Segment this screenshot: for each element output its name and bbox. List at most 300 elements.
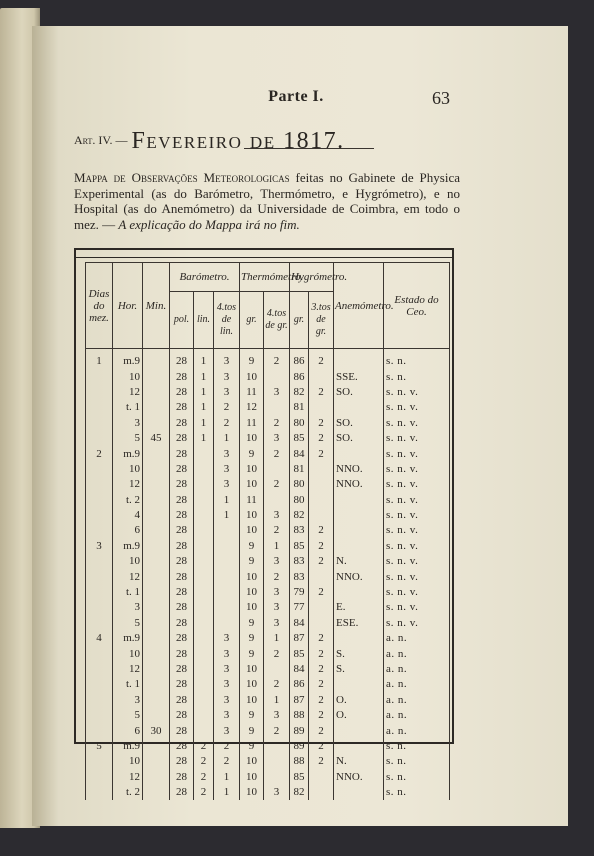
table-row [86,349,450,370]
cell-pol: 28 [170,431,194,446]
cell-lin [194,708,214,723]
cell-hor: 3 [113,600,143,615]
cell-hor: m.9 [113,446,143,461]
cell-th-gr: 10 [240,477,264,492]
cell-bar-quarter: 2 [214,739,240,754]
cell-sky: a. n. [384,693,450,708]
cell-min [143,477,170,492]
cell-hy-gr: 85 [290,646,309,661]
cell-dia [86,723,113,738]
cell-sky: s. n. [384,785,450,800]
cell-hor: 10 [113,462,143,477]
cell-th-quarter: 3 [264,554,290,569]
cell-min: 45 [143,431,170,446]
cell-bar-quarter: 1 [214,785,240,800]
heading-rule [244,148,374,149]
cell-dia [86,523,113,538]
cell-pol: 28 [170,646,194,661]
cell-bar-quarter: 3 [214,677,240,692]
cell-min [143,600,170,615]
cell-hy-third [309,462,334,477]
table-frame [74,248,454,799]
cell-hy-gr: 77 [290,600,309,615]
cell-th-quarter: 3 [264,385,290,400]
cell-min [143,616,170,631]
cell-sky: s. n. v. [384,616,450,631]
cell-pol: 28 [170,349,194,370]
cell-th-gr: 10 [240,585,264,600]
cell-th-quarter: 2 [264,477,290,492]
cell-hor: 12 [113,662,143,677]
header-lin: lin. [194,292,214,349]
cell-dia [86,554,113,569]
cell-lin: 1 [194,349,214,370]
cell-min [143,400,170,415]
cell-th-quarter [264,739,290,754]
cell-lin [194,631,214,646]
cell-hor: 12 [113,569,143,584]
cell-th-quarter: 3 [264,785,290,800]
cell-dia [86,770,113,785]
cell-lin [194,677,214,692]
cell-hor: m.9 [113,539,143,554]
cell-hy-gr: 83 [290,523,309,538]
cell-min [143,693,170,708]
cell-hy-third: 2 [309,523,334,538]
cell-min [143,569,170,584]
cell-pol: 28 [170,569,194,584]
cell-wind: E. [334,600,384,615]
cell-th-gr: 9 [240,708,264,723]
cell-th-quarter [264,400,290,415]
cell-th-gr: 10 [240,508,264,523]
cell-th-gr: 10 [240,693,264,708]
cell-hy-third: 2 [309,631,334,646]
cell-min [143,662,170,677]
cell-wind: SO. [334,416,384,431]
cell-wind [334,349,384,370]
cell-bar-quarter [214,585,240,600]
cell-min [143,770,170,785]
cell-hy-gr: 89 [290,739,309,754]
cell-wind: SO. [334,431,384,446]
header-hor: Hor. [113,263,143,349]
cell-hy-third [309,569,334,584]
cell-bar-quarter: 1 [214,770,240,785]
cell-hy-gr: 79 [290,585,309,600]
cell-th-quarter: 3 [264,431,290,446]
cell-hy-gr: 83 [290,554,309,569]
cell-bar-quarter: 3 [214,446,240,461]
cell-th-quarter: 2 [264,723,290,738]
cell-hy-gr: 82 [290,508,309,523]
cell-wind [334,493,384,508]
cell-lin: 2 [194,785,214,800]
cell-th-quarter: 1 [264,539,290,554]
cell-pol: 28 [170,616,194,631]
cell-th-quarter: 1 [264,693,290,708]
cell-th-gr: 11 [240,416,264,431]
cell-dia [86,385,113,400]
cell-min [143,754,170,769]
cell-dia: 5 [86,739,113,754]
cell-wind: S. [334,646,384,661]
cell-th-quarter: 2 [264,349,290,370]
cell-pol: 28 [170,462,194,477]
cell-bar-quarter [214,569,240,584]
cell-bar-quarter [214,554,240,569]
cell-lin [194,569,214,584]
cell-pol: 28 [170,493,194,508]
cell-dia [86,785,113,800]
cell-hy-gr: 82 [290,385,309,400]
cell-pol: 28 [170,369,194,384]
table-row [86,431,450,446]
cell-pol: 28 [170,739,194,754]
table-row [86,646,450,661]
cell-hy-gr: 86 [290,369,309,384]
cell-lin [194,554,214,569]
table-row [86,770,450,785]
cell-pol: 28 [170,477,194,492]
cell-th-quarter [264,462,290,477]
cell-hor: 10 [113,554,143,569]
cell-dia [86,416,113,431]
cell-th-gr: 9 [240,349,264,370]
cell-bar-quarter: 3 [214,477,240,492]
cell-hor: 4 [113,508,143,523]
cell-min [143,739,170,754]
cell-lin [194,646,214,661]
cell-dia [86,693,113,708]
cell-th-quarter: 2 [264,569,290,584]
cell-sky: s. n. v. [384,385,450,400]
cell-hy-third: 2 [309,739,334,754]
cell-lin: 1 [194,400,214,415]
cell-wind [334,508,384,523]
cell-hy-third: 2 [309,708,334,723]
cell-pol: 28 [170,523,194,538]
header-th-gr: gr. [240,292,264,349]
cell-bar-quarter: 1 [214,431,240,446]
cell-dia [86,369,113,384]
table-caption [74,170,460,232]
cell-bar-quarter: 2 [214,416,240,431]
cell-sky: a. n. [384,723,450,738]
table-row [86,523,450,538]
cell-pol: 28 [170,631,194,646]
cell-th-gr: 10 [240,569,264,584]
cell-wind: NNO. [334,569,384,584]
cell-min [143,462,170,477]
cell-hy-third [309,616,334,631]
cell-min [143,446,170,461]
cell-dia [86,677,113,692]
cell-th-gr: 9 [240,554,264,569]
cell-th-quarter: 3 [264,708,290,723]
cell-sky: a. n. [384,631,450,646]
cell-sky: s. n. v. [384,600,450,615]
cell-sky: a. n. [384,662,450,677]
article-label: Art. IV. — [74,133,128,147]
cell-bar-quarter: 3 [214,349,240,370]
cell-min [143,385,170,400]
cell-sky: s. n. v. [384,569,450,584]
cell-dia [86,585,113,600]
cell-th-gr: 10 [240,785,264,800]
table-row [86,477,450,492]
month-title: Fevereiro de 1817. [131,128,345,154]
cell-hor: t. 2 [113,493,143,508]
cell-th-quarter: 2 [264,646,290,661]
cell-lin: 1 [194,385,214,400]
cell-th-quarter: 3 [264,600,290,615]
cell-sky: a. n. [384,708,450,723]
cell-dia [86,754,113,769]
cell-hy-gr: 85 [290,431,309,446]
cell-hor: 12 [113,770,143,785]
cell-hy-gr: 84 [290,446,309,461]
cell-wind: NNO. [334,477,384,492]
cell-wind [334,631,384,646]
cell-th-gr: 10 [240,662,264,677]
cell-wind [334,677,384,692]
table-row [86,754,450,769]
cell-hy-gr: 84 [290,616,309,631]
cell-hor: t. 1 [113,585,143,600]
cell-bar-quarter [214,600,240,615]
header-hy-gr: gr. [290,292,309,349]
cell-th-quarter: 3 [264,616,290,631]
cell-lin [194,662,214,677]
cell-sky: s. n. [384,770,450,785]
cell-dia [86,708,113,723]
cell-pol: 28 [170,677,194,692]
cell-lin: 1 [194,431,214,446]
header-hy-frac: 3.tos de gr. [309,292,334,349]
cell-hor: 10 [113,754,143,769]
cell-sky: s. n. v. [384,446,450,461]
cell-hy-third: 2 [309,349,334,370]
cell-th-quarter: 2 [264,677,290,692]
cell-wind [334,785,384,800]
cell-lin [194,446,214,461]
cell-hor: 3 [113,693,143,708]
header-thermometro: Thermómetro. [240,263,290,292]
cell-hy-gr: 87 [290,631,309,646]
cell-wind: NNO. [334,462,384,477]
table-row [86,616,450,631]
cell-dia [86,431,113,446]
cell-sky: s. n. [384,369,450,384]
cell-sky: s. n. v. [384,400,450,415]
cell-pol: 28 [170,770,194,785]
cell-th-quarter: 2 [264,416,290,431]
cell-hy-gr: 85 [290,539,309,554]
table-row [86,446,450,461]
cell-pol: 28 [170,416,194,431]
cell-hor: m.9 [113,739,143,754]
cell-hor: 10 [113,369,143,384]
cell-th-gr: 10 [240,462,264,477]
cell-hy-third: 2 [309,539,334,554]
cell-sky: s. n. v. [384,431,450,446]
cell-th-gr: 10 [240,754,264,769]
header-th-frac: 4.tos de gr. [264,292,290,349]
cell-dia [86,462,113,477]
cell-bar-quarter: 1 [214,493,240,508]
cell-min [143,508,170,523]
cell-sky: a. n. [384,677,450,692]
cell-wind: N. [334,754,384,769]
table-row [86,677,450,692]
table-row [86,385,450,400]
cell-th-gr: 10 [240,523,264,538]
cell-dia [86,600,113,615]
header-dias: Dias do mez. [86,263,113,349]
cell-bar-quarter: 3 [214,708,240,723]
cell-th-quarter [264,754,290,769]
cell-lin: 1 [194,416,214,431]
table-row [86,662,450,677]
cell-hy-gr: 82 [290,785,309,800]
header-estado: Estado do Ceo. [384,263,450,349]
cell-lin [194,585,214,600]
cell-dia [86,646,113,661]
cell-hy-third: 2 [309,754,334,769]
header-anemometro: Anemómetro. [334,263,384,349]
cell-dia: 4 [86,631,113,646]
cell-hor: 10 [113,646,143,661]
cell-bar-quarter: 3 [214,462,240,477]
running-head: Parte I. [268,88,324,105]
cell-min [143,708,170,723]
cell-th-gr: 10 [240,770,264,785]
cell-bar-quarter [214,616,240,631]
cell-dia [86,569,113,584]
table-row [86,585,450,600]
cell-hy-third: 2 [309,693,334,708]
table-row [86,508,450,523]
cell-hy-third: 2 [309,431,334,446]
cell-wind: NNO. [334,770,384,785]
cell-hor: t. 1 [113,400,143,415]
cell-pol: 28 [170,693,194,708]
cell-hor: m.9 [113,349,143,370]
header-hygrometro: Hygrómetro. [290,263,334,292]
cell-sky: s. n. v. [384,585,450,600]
cell-hor: 5 [113,616,143,631]
cell-lin: 2 [194,739,214,754]
cell-bar-quarter: 3 [214,646,240,661]
cell-bar-quarter: 2 [214,754,240,769]
cell-wind [334,739,384,754]
table-row [86,708,450,723]
cell-min: 30 [143,723,170,738]
cell-hor: 3 [113,416,143,431]
cell-min [143,369,170,384]
table-row [86,416,450,431]
cell-th-quarter: 3 [264,508,290,523]
cell-min [143,585,170,600]
cell-pol: 28 [170,539,194,554]
table-row [86,693,450,708]
cell-min [143,646,170,661]
cell-th-gr: 10 [240,431,264,446]
cell-hy-gr: 80 [290,493,309,508]
cell-hy-third: 2 [309,385,334,400]
cell-th-quarter [264,770,290,785]
cell-sky: s. n. v. [384,477,450,492]
page-number: 63 [432,88,450,108]
cell-th-gr: 11 [240,385,264,400]
header-barometro: Barómetro. [170,263,240,292]
cell-pol: 28 [170,400,194,415]
cell-bar-quarter: 3 [214,631,240,646]
cell-pol: 28 [170,723,194,738]
cell-th-gr: 9 [240,616,264,631]
cell-th-gr: 9 [240,446,264,461]
cell-hy-gr: 88 [290,708,309,723]
cell-th-quarter [264,369,290,384]
cell-lin: 2 [194,770,214,785]
cell-min [143,539,170,554]
cell-wind [334,723,384,738]
cell-hy-third [309,493,334,508]
cell-th-gr: 11 [240,493,264,508]
cell-hy-gr: 87 [290,693,309,708]
cell-th-quarter: 2 [264,523,290,538]
cell-sky: s. n. [384,349,450,370]
cell-hy-gr: 83 [290,569,309,584]
cell-min [143,523,170,538]
cell-th-gr: 10 [240,369,264,384]
cell-lin [194,493,214,508]
cell-th-gr: 9 [240,631,264,646]
table-row [86,785,450,800]
cell-hy-gr: 89 [290,723,309,738]
cell-pol: 28 [170,554,194,569]
cell-dia [86,616,113,631]
table-row [86,554,450,569]
cell-sky: s. n. [384,754,450,769]
cell-hy-gr: 85 [290,770,309,785]
cell-th-gr: 9 [240,646,264,661]
header-pol: pol. [170,292,194,349]
cell-hy-third [309,785,334,800]
cell-hy-third: 2 [309,646,334,661]
cell-lin [194,600,214,615]
cell-hor: 6 [113,523,143,538]
cell-dia: 1 [86,349,113,370]
article-heading [74,128,474,155]
cell-sky: s. n. [384,739,450,754]
cell-wind: O. [334,708,384,723]
cell-min [143,785,170,800]
caption-body: feitas no Gabinete de Physica Experimental (as do Barómetro, Thermómetro, e Hygrómetro), e no Hospital (as do Anemómetro) da Universidade de Coimbra, em todo o mez. — [74,170,460,232]
cell-th-gr: 9 [240,723,264,738]
cell-bar-quarter: 1 [214,508,240,523]
table-row [86,493,450,508]
cell-hy-third [309,508,334,523]
table-row [86,631,450,646]
cell-dia: 3 [86,539,113,554]
cell-th-gr: 9 [240,739,264,754]
cell-sky: s. n. v. [384,539,450,554]
cell-th-quarter: 3 [264,585,290,600]
cell-hy-gr: 81 [290,462,309,477]
cell-hor: 12 [113,385,143,400]
